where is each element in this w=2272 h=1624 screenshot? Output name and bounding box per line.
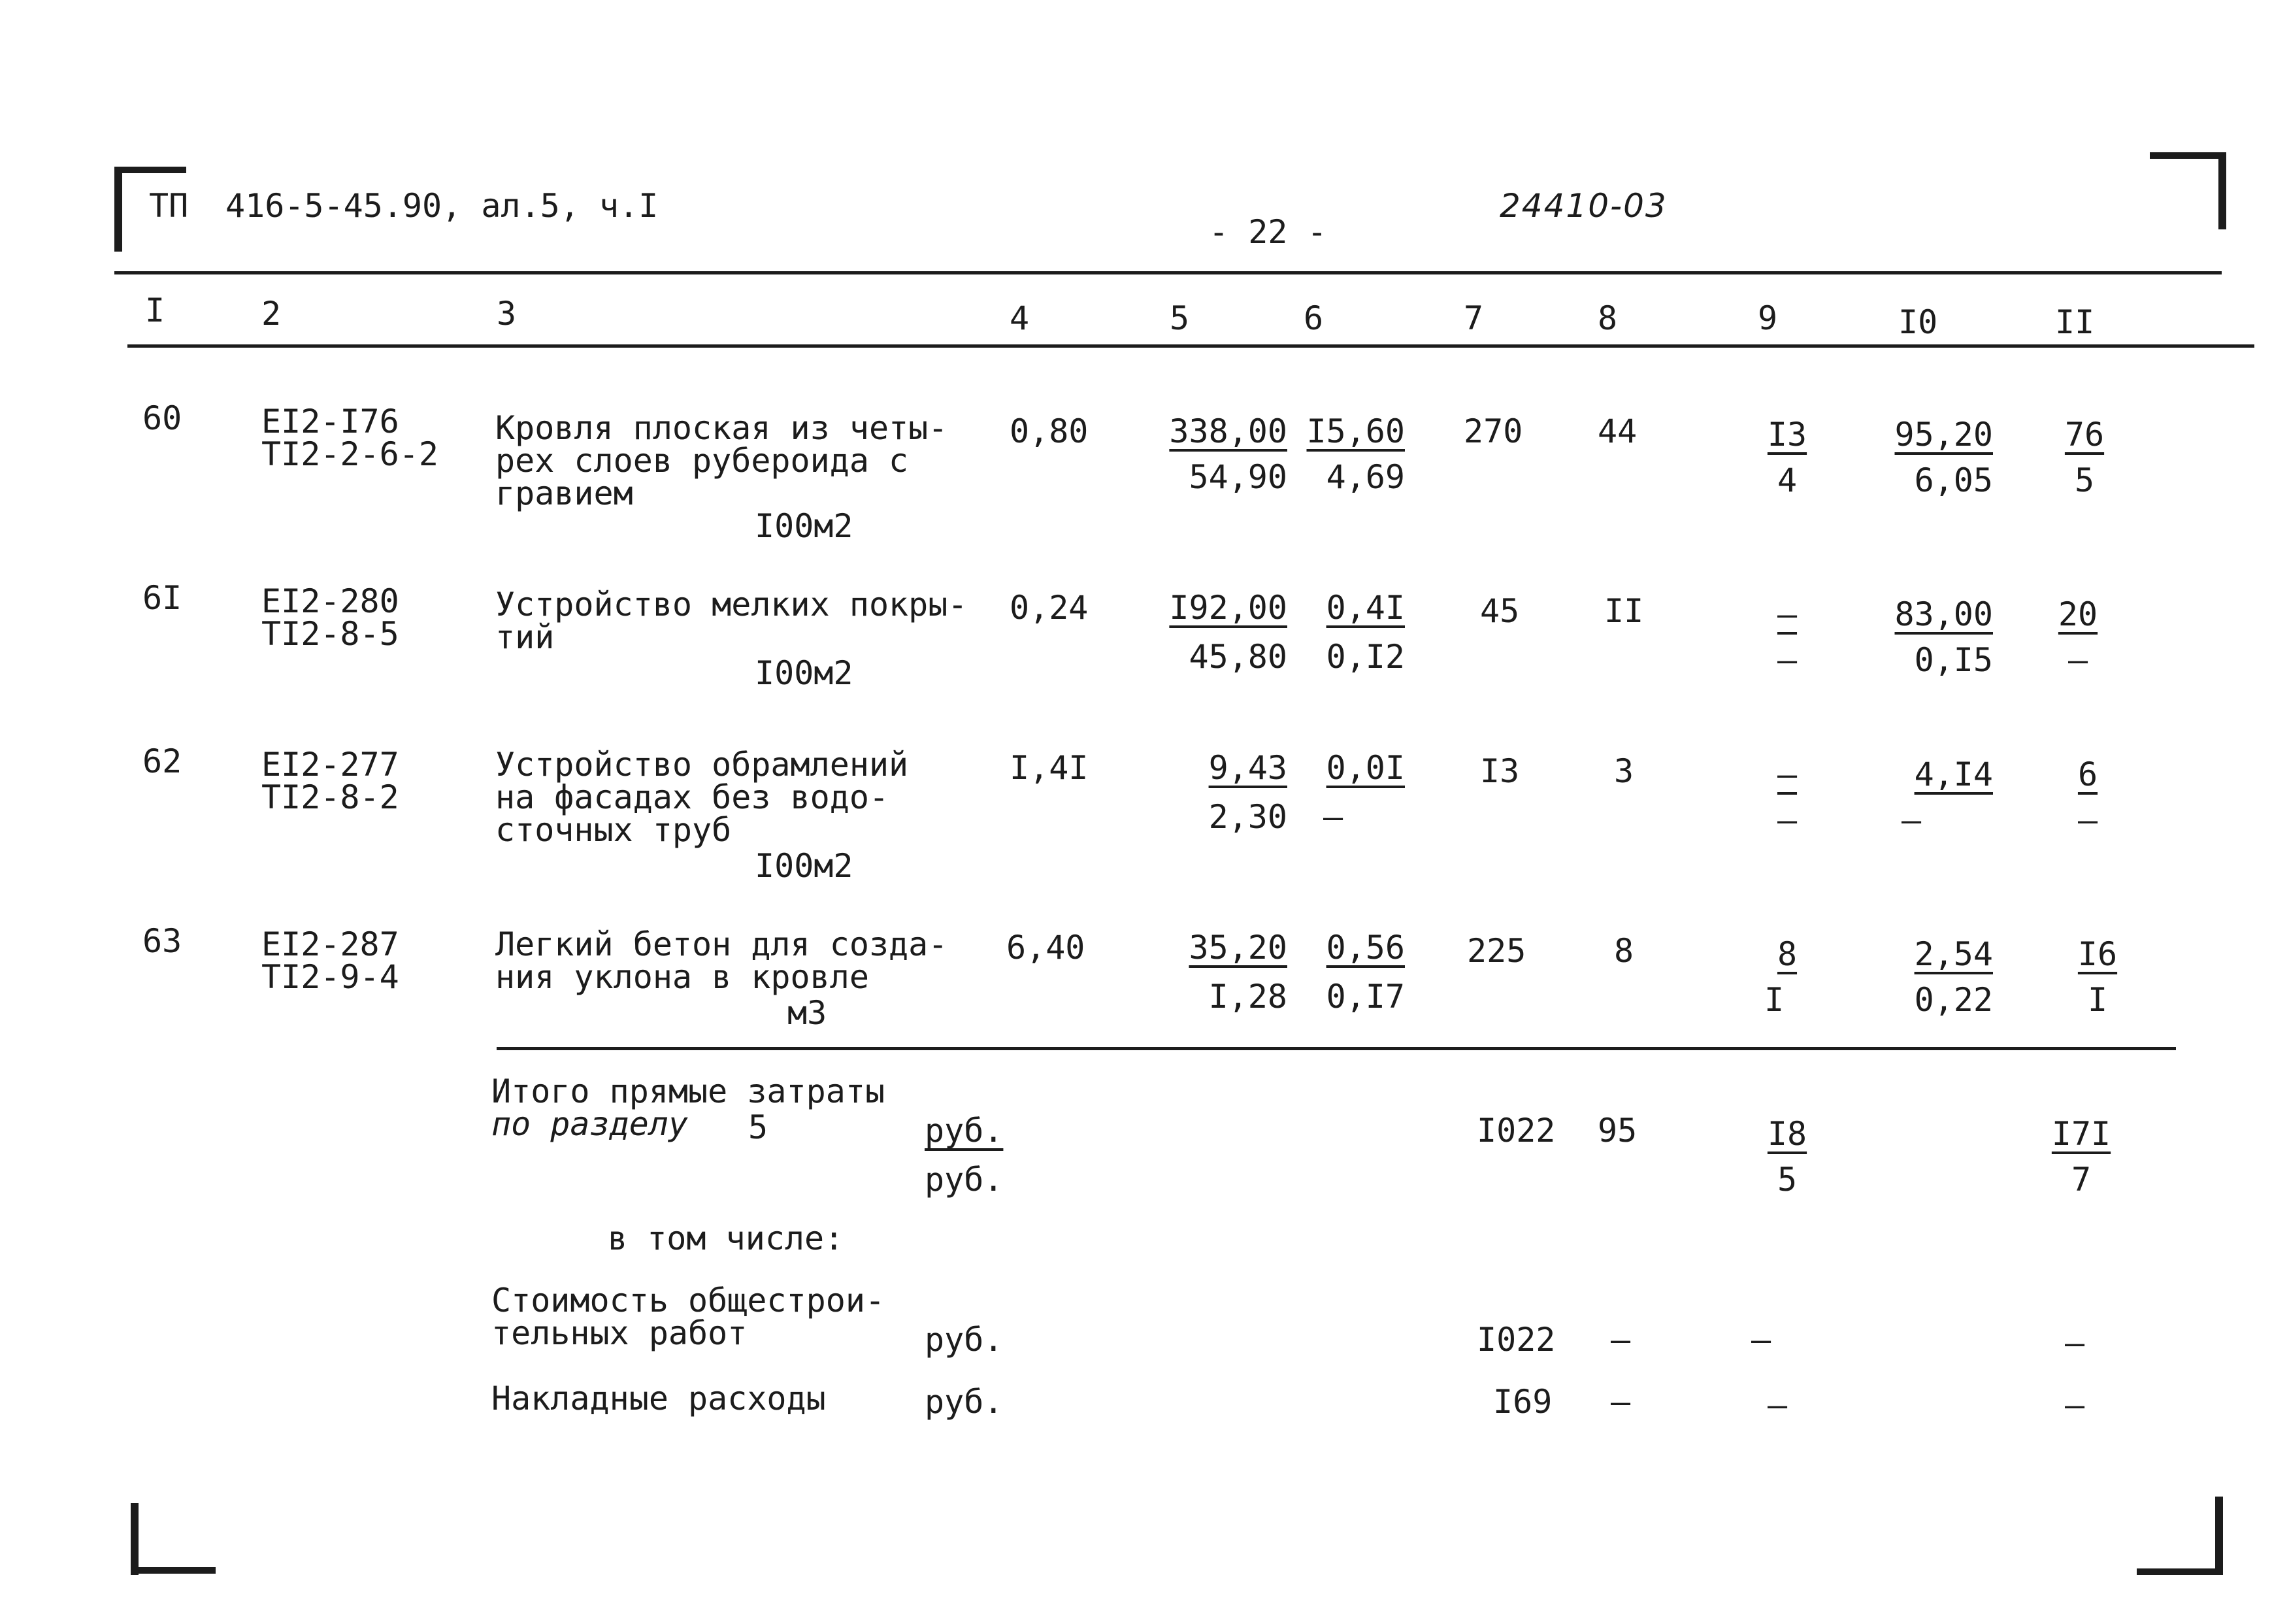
column-number: 2 [261, 295, 282, 333]
total-machines: I8 [1767, 1115, 1807, 1153]
column-number: I0 [1898, 303, 1938, 341]
doc-code: 416-5-45.90, ал.5, ч.I [225, 187, 659, 225]
cost-machine-wages: 4,69 [1326, 458, 1405, 496]
total-wages: 8 [1614, 932, 1634, 970]
total-machines: – [1777, 755, 1798, 793]
total-machines: – [1751, 1321, 1771, 1359]
quantity: 0,24 [1010, 589, 1089, 627]
total-cost: I3 [1480, 752, 1520, 790]
labor-total: – [2065, 1324, 2085, 1362]
work-description-line: ния уклона в кровле [495, 958, 869, 996]
total-cost: I022 [1477, 1321, 1556, 1359]
cost-wages: 2,30 [1208, 798, 1287, 836]
currency-unit: руб. [925, 1112, 1004, 1150]
cost-machines: 0,56 [1326, 929, 1405, 967]
total-wages: – [1611, 1321, 1631, 1359]
column-number: I [145, 291, 165, 329]
subtotal-label-line: Стоимость общестрои- [491, 1282, 885, 1319]
total-wages: 3 [1614, 752, 1634, 790]
currency-unit: руб. [925, 1321, 1004, 1359]
cost-machine-wages: 0,I2 [1326, 638, 1405, 676]
rate-code: EI2-280 [261, 582, 399, 620]
section-number: 5 [748, 1108, 768, 1146]
cost-total: 9,43 [1208, 749, 1287, 787]
labor-total: 76 [2064, 416, 2105, 454]
labor-per-unit: 83,00 [1894, 595, 1993, 633]
total-machine-wages: – [1777, 801, 1798, 839]
labor-per-unit: 2,54 [1914, 935, 1993, 973]
labor-total: I6 [2077, 935, 2118, 973]
total-machines: 8 [1777, 935, 1798, 973]
work-description-line: Устройство мелких покры- [495, 586, 968, 623]
rate-code: EI2-277 [261, 746, 399, 784]
cost-machine-wages: 0,I7 [1326, 978, 1405, 1016]
row-number: 62 [142, 742, 182, 780]
cost-machines: 0,0I [1326, 749, 1405, 787]
work-description-line: рех слоев рубероида с [495, 442, 909, 480]
labor-total: 20 [2058, 595, 2098, 633]
total-cost: 270 [1464, 412, 1523, 450]
work-description-line: сточных труб [495, 811, 732, 849]
total-machines: – [1768, 1386, 1788, 1424]
cost-machines: I5,60 [1306, 412, 1405, 450]
machine-labor-total: – [2067, 641, 2088, 679]
labor-per-unit: 4,I4 [1914, 755, 1993, 793]
total-cost: I022 [1477, 1112, 1556, 1150]
row-number: 60 [142, 399, 182, 437]
cost-wages: I,28 [1208, 978, 1287, 1016]
machine-labor-total: 5 [2074, 461, 2095, 499]
total-wages: II [1604, 592, 1644, 630]
rate-code: TI2-8-2 [261, 778, 399, 816]
labor-per-unit: 95,20 [1894, 416, 1993, 454]
rate-code: TI2-8-5 [261, 615, 399, 653]
cost-total: 35,20 [1189, 929, 1287, 967]
currency-unit: руб. [925, 1161, 1004, 1199]
total-wages: 95 [1598, 1112, 1638, 1150]
cost-total: 338,00 [1169, 412, 1287, 450]
archive-stamp: 24410-03 [1500, 187, 1668, 225]
total-cost: 45 [1480, 592, 1520, 630]
subtotal-label: Накладные расходы [491, 1380, 826, 1417]
cost-machine-wages: – [1323, 798, 1343, 836]
machine-labor-per-unit: – [1902, 801, 1922, 839]
total-cost: 225 [1467, 932, 1526, 970]
quantity: 0,80 [1010, 412, 1089, 450]
cost-total: I92,00 [1169, 589, 1287, 627]
unit-label: I00м2 [755, 507, 853, 545]
labor-total: I7I [2051, 1115, 2111, 1153]
rate-code: TI2-2-6-2 [261, 435, 438, 473]
total-machine-wages: 5 [1777, 1161, 1798, 1199]
total-cost: I69 [1493, 1383, 1553, 1421]
quantity: I,4I [1010, 749, 1089, 787]
column-number: 5 [1170, 299, 1190, 337]
machine-labor-per-unit: 6,05 [1914, 461, 1993, 499]
header-rule-bottom [127, 344, 2254, 348]
column-number: 7 [1464, 299, 1484, 337]
total-machine-wages: I [1764, 981, 1785, 1019]
including-heading: в том числе: [608, 1219, 844, 1257]
doc-prefix: ТП [149, 187, 189, 225]
column-number: 3 [497, 295, 517, 333]
rate-code: EI2-287 [261, 925, 399, 963]
subtotal-label-line: тельных работ [491, 1314, 748, 1352]
total-machines: I3 [1767, 416, 1807, 454]
labor-total: 6 [2077, 755, 2098, 793]
totals-label-line: по разделу [491, 1105, 689, 1143]
labor-total: – [2065, 1386, 2085, 1424]
column-number: 9 [1758, 299, 1778, 337]
total-machines: – [1777, 595, 1798, 633]
column-number: 8 [1598, 299, 1618, 337]
total-machine-wages: 4 [1777, 461, 1798, 499]
work-description-line: Устройство обрамлений [495, 746, 909, 784]
row-number: 63 [142, 922, 182, 960]
column-number: 4 [1010, 299, 1030, 337]
page-number: - 22 - [1209, 213, 1327, 251]
work-description-line: гравием [495, 474, 633, 512]
cost-wages: 45,80 [1189, 638, 1287, 676]
work-description-line: тий [495, 618, 555, 656]
totals-label-line: Итого прямые затраты [491, 1072, 885, 1110]
unit-label: I00м2 [755, 847, 853, 885]
quantity: 6,40 [1006, 929, 1085, 967]
rate-code: TI2-9-4 [261, 958, 399, 996]
total-wages: – [1611, 1383, 1631, 1421]
total-wages: 44 [1598, 412, 1638, 450]
cost-machines: 0,4I [1326, 589, 1405, 627]
machine-labor-per-unit: 0,22 [1914, 981, 1993, 1019]
machine-labor-total: 7 [2071, 1161, 2092, 1199]
work-description-line: Кровля плоская из четы- [495, 409, 948, 447]
column-number: 6 [1304, 299, 1324, 337]
row-number: 6I [142, 579, 182, 617]
rate-code: EI2-I76 [261, 403, 399, 440]
column-number: II [2055, 303, 2095, 341]
machine-labor-total: – [2077, 801, 2098, 839]
currency-unit: руб. [925, 1383, 1004, 1421]
work-description-line: Легкий бетон для созда- [495, 925, 948, 963]
total-machine-wages: – [1777, 641, 1798, 679]
unit-label: м3 [787, 994, 827, 1032]
machine-labor-per-unit: 0,I5 [1914, 641, 1993, 679]
unit-label: I00м2 [755, 654, 853, 692]
totals-rule [497, 1047, 2176, 1050]
header-rule-top [114, 271, 2222, 274]
machine-labor-total: I [2087, 981, 2108, 1019]
cost-wages: 54,90 [1189, 458, 1287, 496]
work-description-line: на фасадах без водо- [495, 778, 889, 816]
